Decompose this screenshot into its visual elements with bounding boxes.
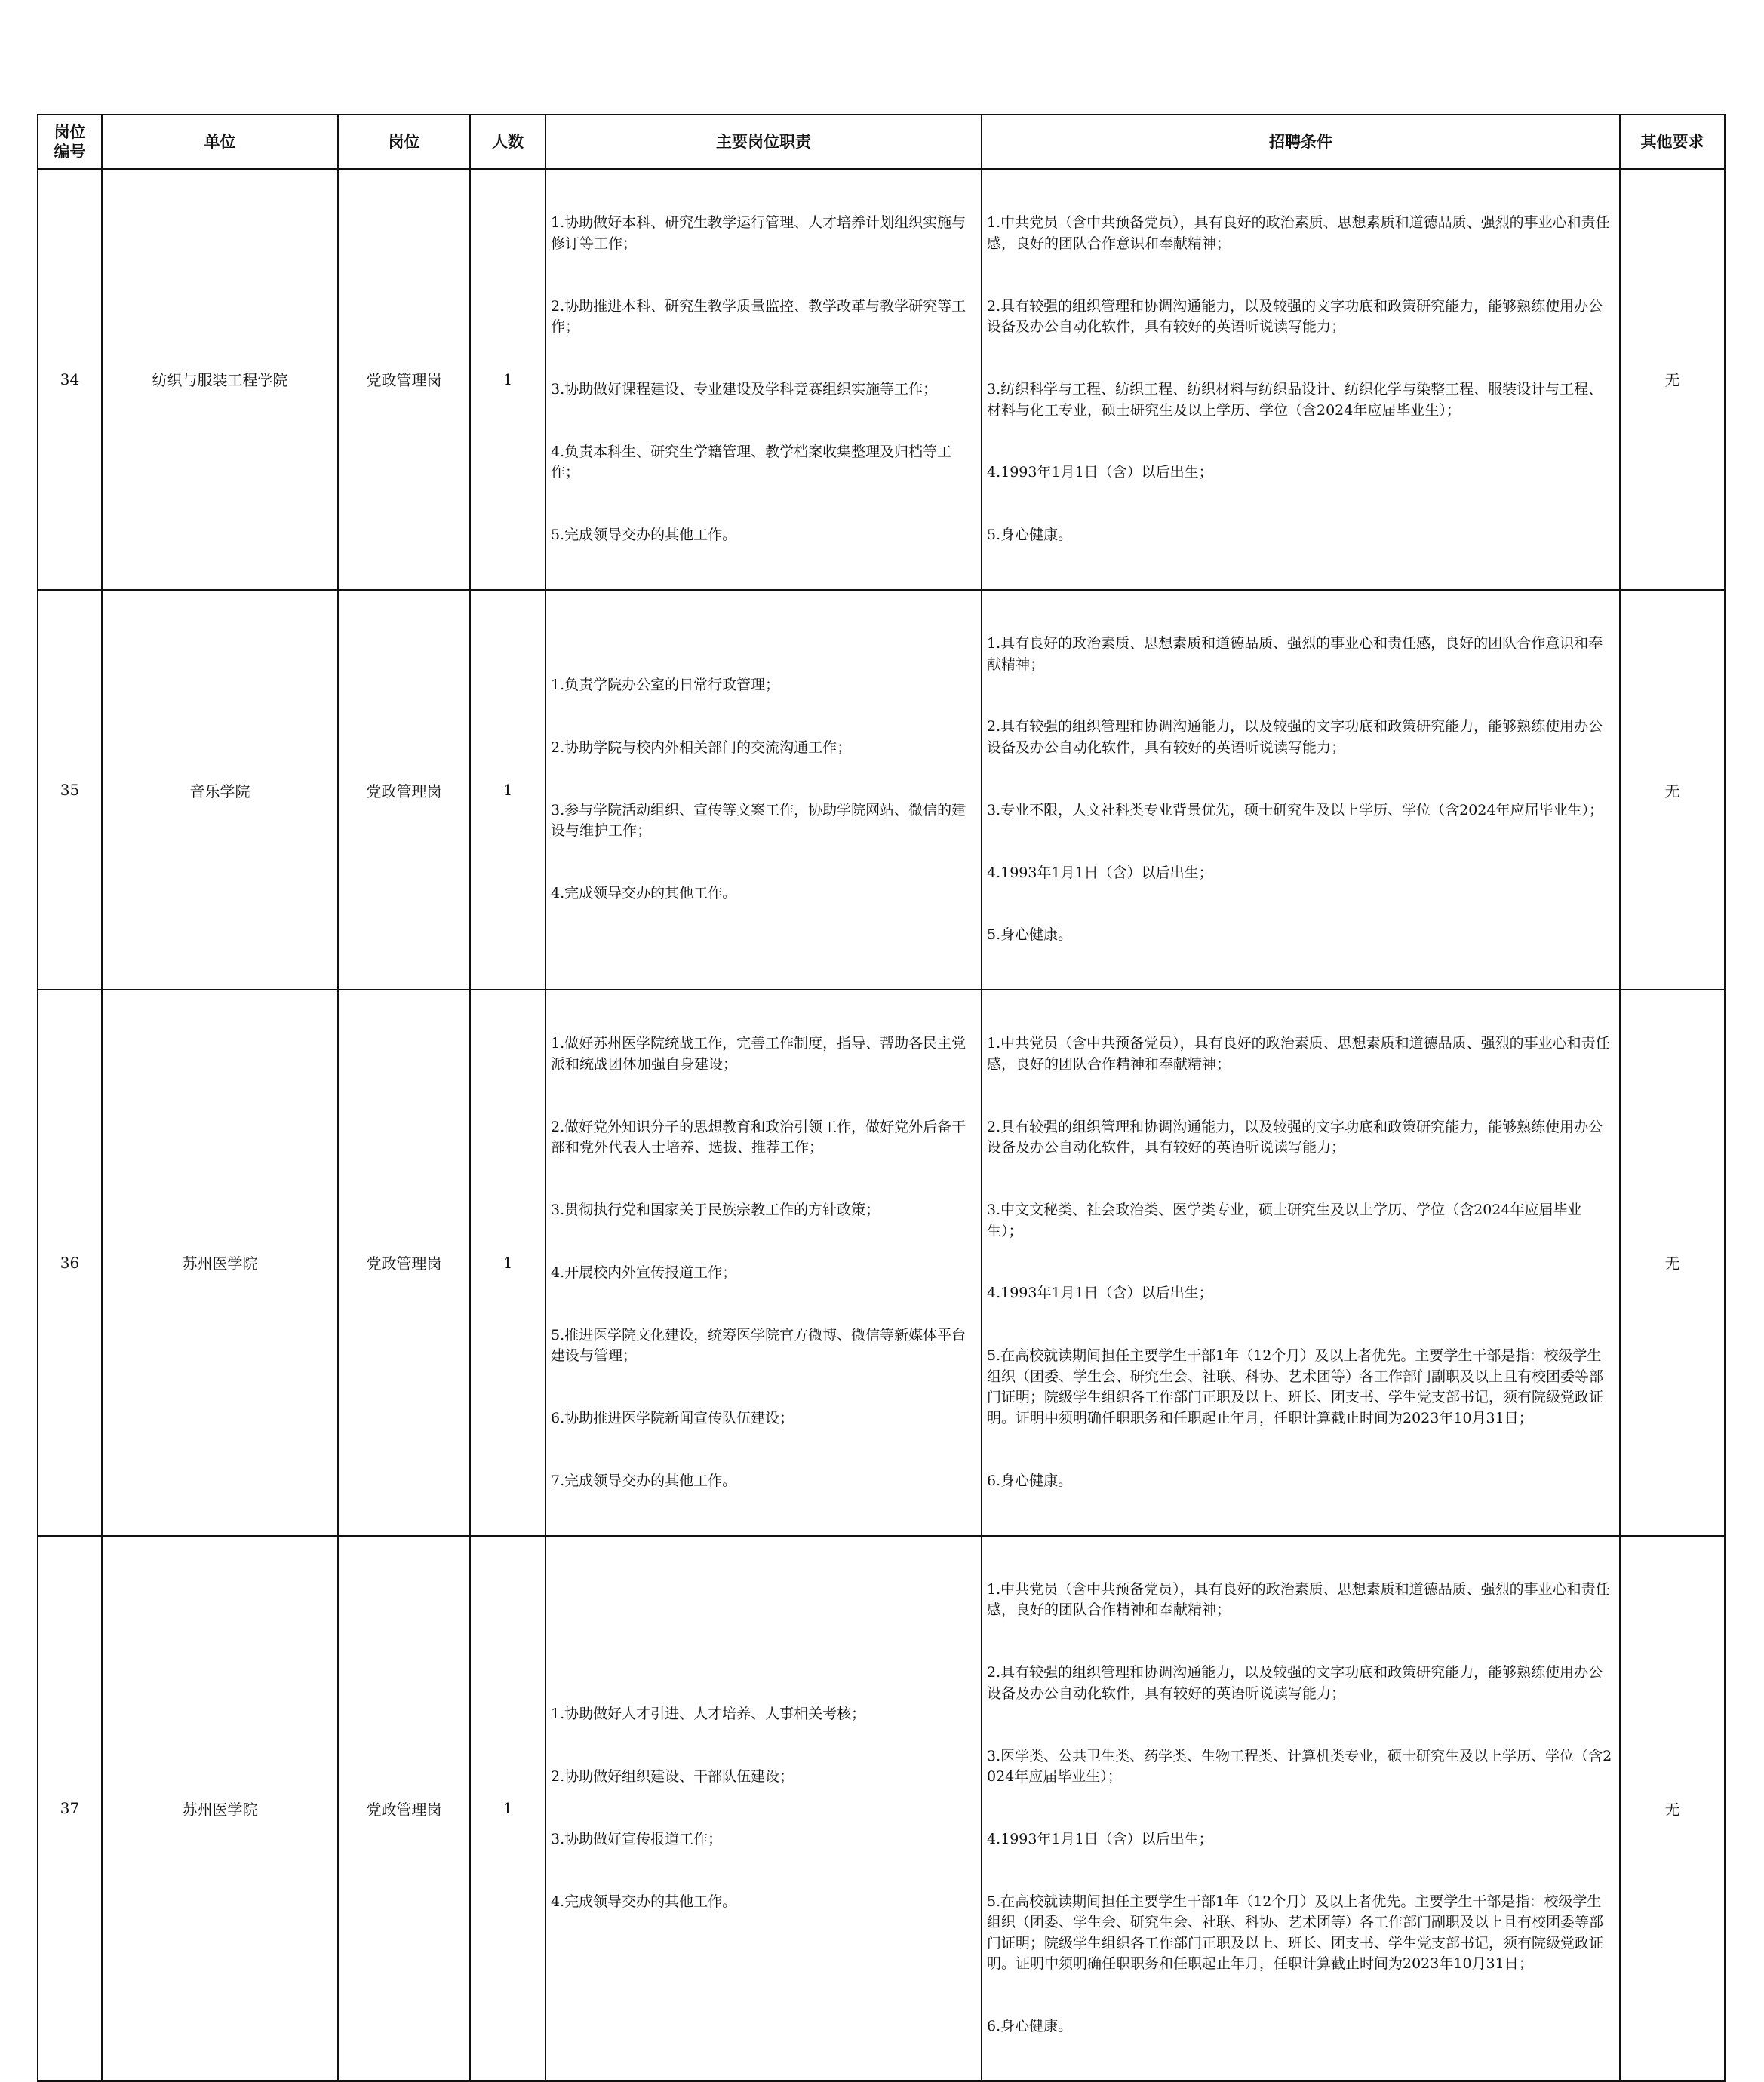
duty-item: 4.完成领导交办的其他工作。 — [551, 885, 737, 902]
requirement-item: 2.具有较强的组织管理和协调沟通能力，以及较强的文字功底和政策研究能力，能够熟练使用办公设备及办公自动化软件，具有较好的英语听说读写能力； — [987, 718, 1603, 757]
header-requirements: 招聘条件 — [982, 115, 1620, 169]
requirement-item: 3.纺织科学与工程、纺织工程、纺织材料与纺织品设计、纺织化学与染整工程、服装设计与工程、材料与化工专业，硕士研究生及以上学历、学位（含2024年应届毕业生）； — [987, 380, 1603, 419]
header-position: 岗位 — [338, 115, 470, 169]
requirement-item: 5.身心健康。 — [987, 527, 1073, 544]
duty-item: 1.协助做好本科、研究生教学运行管理、人才培养计划组织实施与修订等工作； — [551, 214, 967, 252]
header-row — [38, 115, 1725, 169]
table-row — [38, 990, 1725, 1535]
duty-item: 2.协助推进本科、研究生教学质量监控、教学改革与教学研究等工作； — [551, 297, 967, 336]
cell-count: 1 — [470, 990, 545, 1535]
cell-unit: 苏州医学院 — [102, 990, 338, 1535]
duty-item: 2.协助学院与校内外相关部门的交流沟通工作； — [551, 739, 852, 757]
duty-item: 5.完成领导交办的其他工作。 — [551, 527, 737, 544]
table-row — [38, 1536, 1725, 2081]
header-duties: 主要岗位职责 — [545, 115, 982, 169]
requirement-item: 1.中共党员（含中共预备党员），具有良好的政治素质、思想素质和道德品质、强烈的事业心和责任感，良好的团队合作精神和奉献精神； — [987, 1035, 1610, 1073]
table-row — [38, 590, 1725, 990]
duty-item: 4.开展校内外宣传报道工作； — [551, 1264, 737, 1281]
header-unit: 单位 — [102, 115, 338, 169]
requirement-item: 5.身心健康。 — [987, 926, 1073, 944]
cell-other: 无 — [1620, 990, 1725, 1535]
requirement-item: 4.1993年1月1日（含）以后出生； — [987, 1285, 1213, 1302]
duty-item: 1.负责学院办公室的日常行政管理； — [551, 677, 780, 694]
requirement-item: 1.中共党员（含中共预备党员），具有良好的政治素质、思想素质和道德品质、强烈的事业心和责任感，良好的团队合作意识和奉献精神； — [987, 214, 1610, 252]
cell-duties — [545, 169, 982, 590]
requirement-item: 1.中共党员（含中共预备党员），具有良好的政治素质、思想素质和道德品质、强烈的事业心和责任感，良好的团队合作精神和奉献精神； — [987, 1580, 1610, 1619]
cell-count: 1 — [470, 169, 545, 590]
cell-position: 党政管理岗 — [338, 590, 470, 990]
duty-item: 3.参与学院活动组织、宣传等文案工作，协助学院网站、微信的建设与维护工作； — [551, 801, 967, 840]
duty-item: 7.完成领导交办的其他工作。 — [551, 1472, 737, 1489]
requirement-item: 2.具有较强的组织管理和协调沟通能力，以及较强的文字功底和政策研究能力，能够熟练使用办公设备及办公自动化软件，具有较好的英语听说读写能力； — [987, 1118, 1603, 1156]
cell-requirements — [982, 1536, 1620, 2081]
header-code-line2: 编号 — [54, 143, 86, 161]
requirement-item: 6.身心健康。 — [987, 1472, 1073, 1489]
duty-item: 1.协助做好人才引进、人才培养、人事相关考核； — [551, 1706, 866, 1723]
duty-item: 4.完成领导交办的其他工作。 — [551, 1893, 737, 1910]
cell-requirements — [982, 990, 1620, 1535]
cell-duties — [545, 590, 982, 990]
cell-count: 1 — [470, 1536, 545, 2081]
requirement-item: 5.在高校就读期间担任主要学生干部1年（12个月）及以上者优先。主要学生干部是指：校级学生组织（团委、学生会、研究生会、社联、科协、艺术团等）各工作部门副职及以上且有校团委等部门证明；院级学生组织各工作部门正职及以上、班长、团支书、学生党支部书记，须有院级党政证明。证明中须明确任职职务和任职起止年月，任职计算截止时间为2023年10月31日； — [987, 1893, 1604, 1973]
cell-unit: 苏州医学院 — [102, 1536, 338, 2081]
cell-code: 36 — [38, 990, 102, 1535]
table-row — [38, 169, 1725, 590]
requirement-item: 1.具有良好的政治素质、思想素质和道德品质、强烈的事业心和责任感，良好的团队合作意识和奉献精神； — [987, 635, 1603, 673]
requirement-item: 3.专业不限，人文社科类专业背景优先，硕士研究生及以上学历、学位（含2024年应届毕业生）； — [987, 801, 1603, 818]
cell-other: 无 — [1620, 169, 1725, 590]
duty-item: 3.协助做好课程建设、专业建设及学科竞赛组织实施等工作； — [551, 380, 938, 398]
requirement-item: 4.1993年1月1日（含）以后出生； — [987, 1830, 1213, 1847]
requirement-item: 2.具有较强的组织管理和协调沟通能力，以及较强的文字功底和政策研究能力，能够熟练使用办公设备及办公自动化软件，具有较好的英语听说读写能力； — [987, 297, 1603, 336]
duty-item: 1.做好苏州医学院统战工作，完善工作制度，指导、帮助各民主党派和统战团体加强自身建设； — [551, 1035, 967, 1073]
header-count: 人数 — [470, 115, 545, 169]
requirement-item: 2.具有较强的组织管理和协调沟通能力，以及较强的文字功底和政策研究能力，能够熟练使用办公设备及办公自动化软件，具有较好的英语听说读写能力； — [987, 1664, 1603, 1702]
cell-code: 37 — [38, 1536, 102, 2081]
duty-item: 5.推进医学院文化建设，统筹医学院官方微博、微信等新媒体平台建设与管理； — [551, 1326, 967, 1365]
requirement-item: 4.1993年1月1日（含）以后出生； — [987, 864, 1213, 881]
cell-duties — [545, 1536, 982, 2081]
header-code — [38, 115, 102, 169]
requirement-item: 4.1993年1月1日（含）以后出生； — [987, 464, 1213, 481]
header-code-line1: 岗位 — [54, 123, 86, 141]
cell-unit: 纺织与服装工程学院 — [102, 169, 338, 590]
duty-item: 2.做好党外知识分子的思想教育和政治引领工作，做好党外后备干部和党外代表人士培养、选拔、推荐工作； — [551, 1118, 967, 1156]
duty-item: 2.协助做好组织建设、干部队伍建设； — [551, 1768, 794, 1786]
recruitment-table — [37, 114, 1726, 2082]
duty-item: 3.协助做好宣传报道工作； — [551, 1830, 723, 1847]
requirement-item: 5.在高校就读期间担任主要学生干部1年（12个月）及以上者优先。主要学生干部是指：校级学生组织（团委、学生会、研究生会、社联、科协、艺术团等）各工作部门副职及以上且有校团委等部门证明；院级学生组织各工作部门正职及以上、班长、团支书、学生党支部书记，须有院级党政证明。证明中须明确任职职务和任职起止年月，任职计算截止时间为2023年10月31日； — [987, 1347, 1604, 1427]
cell-unit: 音乐学院 — [102, 590, 338, 990]
requirement-item: 3.医学类、公共卫生类、药学类、生物工程类、计算机类专业，硕士研究生及以上学历、学位（含2024年应届毕业生）； — [987, 1747, 1612, 1786]
header-other: 其他要求 — [1620, 115, 1725, 169]
duty-item: 4.负责本科生、研究生学籍管理、教学档案收集整理及归档等工作； — [551, 443, 952, 481]
cell-other: 无 — [1620, 590, 1725, 990]
cell-duties — [545, 990, 982, 1535]
cell-position: 党政管理岗 — [338, 990, 470, 1535]
cell-requirements — [982, 169, 1620, 590]
cell-code: 34 — [38, 169, 102, 590]
requirement-item: 3.中文文秘类、社会政治类、医学类专业，硕士研究生及以上学历、学位（含2024年应届毕业生）； — [987, 1202, 1582, 1239]
duty-item: 3.贯彻执行党和国家关于民族宗教工作的方针政策； — [551, 1202, 880, 1219]
requirement-item: 6.身心健康。 — [987, 2018, 1073, 2035]
cell-code: 35 — [38, 590, 102, 990]
duty-item: 6.协助推进医学院新闻宣传队伍建设； — [551, 1410, 794, 1427]
cell-other: 无 — [1620, 1536, 1725, 2081]
cell-count: 1 — [470, 590, 545, 990]
cell-position: 党政管理岗 — [338, 169, 470, 590]
cell-requirements — [982, 590, 1620, 990]
cell-position: 党政管理岗 — [338, 1536, 470, 2081]
